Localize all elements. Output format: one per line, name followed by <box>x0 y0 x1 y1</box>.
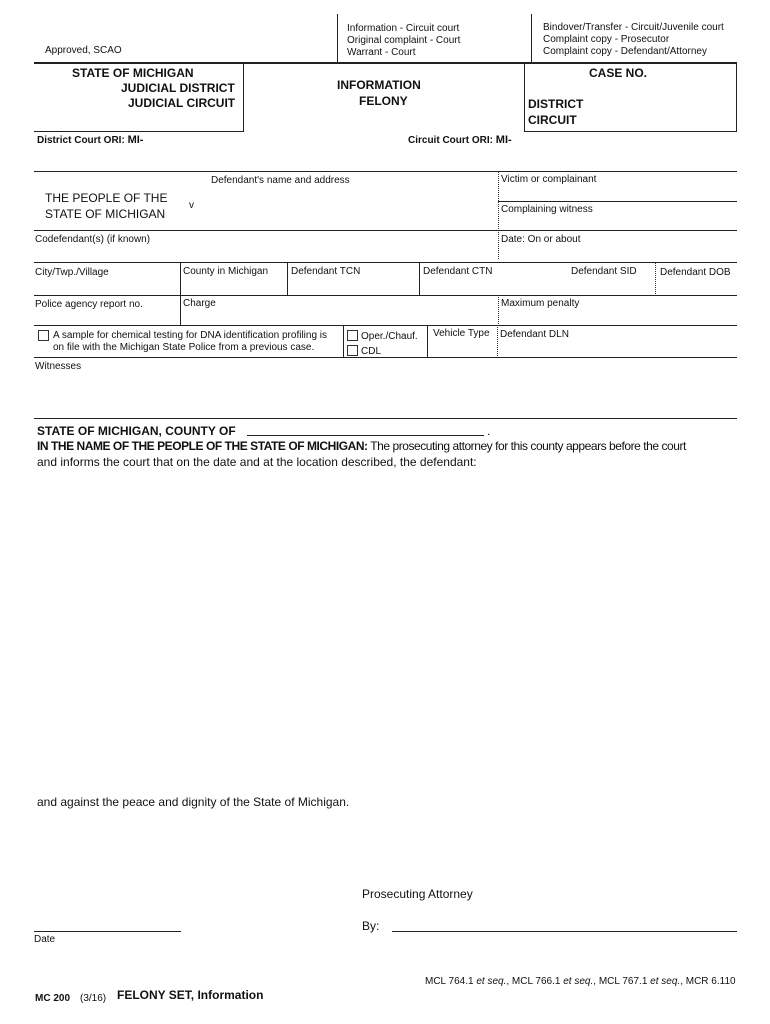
form-title: FELONY SET, Information <box>117 988 264 1002</box>
charge-label: Charge <box>183 298 216 309</box>
witnesses-bottom-rule <box>34 418 737 419</box>
caption-divider-2 <box>524 64 525 132</box>
ctn-label: Defendant CTN <box>423 266 493 277</box>
distribution-left-3: Warrant - Court <box>347 47 416 58</box>
doc-title-felony: FELONY <box>359 94 408 108</box>
prosecuting-attorney-label: Prosecuting Attorney <box>362 887 473 901</box>
circuit-ori-prefix: MI- <box>495 134 512 146</box>
row1-div-3 <box>419 262 420 296</box>
defendant-dln-label: Defendant DLN <box>500 329 569 340</box>
approved-scao: Approved, SCAO <box>45 45 122 56</box>
header-divider-right <box>531 14 532 63</box>
police-report-label: Police agency report no. <box>35 299 143 310</box>
distribution-left-1: Information - Circuit court <box>347 23 460 34</box>
mcl-citation: MCL 764.1 et seq., MCL 766.1 et seq., MCL 767.1 et seq., MCR 6.110 <box>425 976 736 987</box>
form-revision: (3/16) <box>80 993 107 1004</box>
row3-bottom-rule <box>34 357 737 358</box>
prosecuting-text: The prosecuting attorney for this county appears before the court <box>370 439 686 453</box>
state-of-michigan-party: STATE OF MICHIGAN <box>45 207 166 221</box>
district-ori-prefix: MI- <box>127 134 144 146</box>
caption-divider-1 <box>243 64 244 132</box>
row3-div-3 <box>497 325 498 358</box>
district-ori-label: District Court ORI: <box>37 135 125 146</box>
case-circuit: CIRCUIT <box>528 113 577 127</box>
distribution-right-2: Complaint copy - Prosecutor <box>543 34 670 45</box>
signature-line[interactable] <box>392 931 737 932</box>
distribution-left-2: Original complaint - Court <box>347 35 461 46</box>
row1-top-rule <box>34 262 737 263</box>
county-line-label: STATE OF MICHIGAN, COUNTY OF <box>37 424 236 438</box>
distribution-right-1: Bindover/Transfer - Circuit/Juvenile court <box>543 22 724 33</box>
sid-label: Defendant SID <box>571 266 637 277</box>
victim-label: Victim or complainant <box>501 174 597 185</box>
judicial-district: JUDICIAL DISTRICT <box>121 81 235 95</box>
case-no-label: CASE NO. <box>589 66 648 80</box>
date-line[interactable] <box>34 931 181 932</box>
tcn-label: Defendant TCN <box>291 266 361 277</box>
row2-div-2 <box>498 295 499 326</box>
informs-text: and informs the court that on the date and at the location described, the defendant: <box>37 455 477 469</box>
name-of-people-paragraph <box>37 439 742 454</box>
doc-title-information: INFORMATION <box>337 78 421 92</box>
codefendant-rule <box>34 230 737 231</box>
circuit-ori <box>408 134 512 147</box>
row1-div-4 <box>655 262 656 296</box>
case-district: DISTRICT <box>528 97 584 111</box>
dna-text-line2: on file with the Michigan State Police from a previous case. <box>53 342 315 353</box>
row2-top-rule <box>34 295 737 296</box>
caption-right-edge <box>736 64 737 132</box>
vehicle-type-label: Vehicle Type <box>433 328 490 339</box>
court-underline <box>34 131 243 132</box>
codefendant-label: Codefendant(s) (if known) <box>35 234 151 245</box>
city-label: City/Twp./Village <box>35 267 109 278</box>
oper-chauf-label: Oper./Chauf. <box>361 331 418 342</box>
row1-div-1 <box>180 262 181 296</box>
row1-div-2 <box>287 262 288 296</box>
cdl-label: CDL <box>361 346 382 357</box>
dna-text-line1: A sample for chemical testing for DNA identification profiling is <box>53 330 328 341</box>
name-of-people-heading: IN THE NAME OF THE PEOPLE OF THE STATE OF MICHIGAN: <box>37 439 368 453</box>
against-peace-text: and against the peace and dignity of the State of Michigan. <box>37 795 350 809</box>
date-label: Date <box>34 934 56 945</box>
parties-divider <box>498 171 499 259</box>
state-of-michigan: STATE OF MICHIGAN <box>72 66 194 80</box>
row3-div-1 <box>343 325 344 358</box>
dob-label: Defendant DOB <box>660 267 731 278</box>
judicial-circuit: JUDICIAL CIRCUIT <box>128 96 236 110</box>
complaining-witness-label: Complaining witness <box>501 204 593 215</box>
people-of-the: THE PEOPLE OF THE <box>45 191 168 205</box>
row3-div-2 <box>427 325 428 358</box>
date-on-or-about-label: Date: On or about <box>501 234 581 245</box>
distribution-right-3: Complaint copy - Defendant/Attorney <box>543 46 707 57</box>
victim-rule <box>498 201 737 202</box>
dna-checkbox[interactable] <box>38 330 49 341</box>
county-label: County in Michigan <box>183 266 269 277</box>
circuit-ori-label: Circuit Court ORI: <box>408 135 493 146</box>
versus: v <box>189 200 194 211</box>
header-rule <box>34 62 737 64</box>
max-penalty-label: Maximum penalty <box>501 298 580 309</box>
by-label: By: <box>362 919 380 933</box>
row3-top-rule <box>34 325 737 326</box>
case-underline <box>524 131 737 132</box>
header-divider-left <box>337 14 338 63</box>
oper-chauf-checkbox[interactable] <box>347 330 358 341</box>
defendant-name-label: Defendant's name and address <box>211 175 350 186</box>
county-blank[interactable] <box>247 435 484 436</box>
county-period: . <box>487 424 491 438</box>
parties-top-rule <box>34 171 737 172</box>
cdl-checkbox[interactable] <box>347 345 358 356</box>
district-ori <box>37 134 143 147</box>
form-number: MC 200 <box>35 993 71 1004</box>
row2-div-1 <box>180 295 181 326</box>
witnesses-label: Witnesses <box>35 361 82 372</box>
